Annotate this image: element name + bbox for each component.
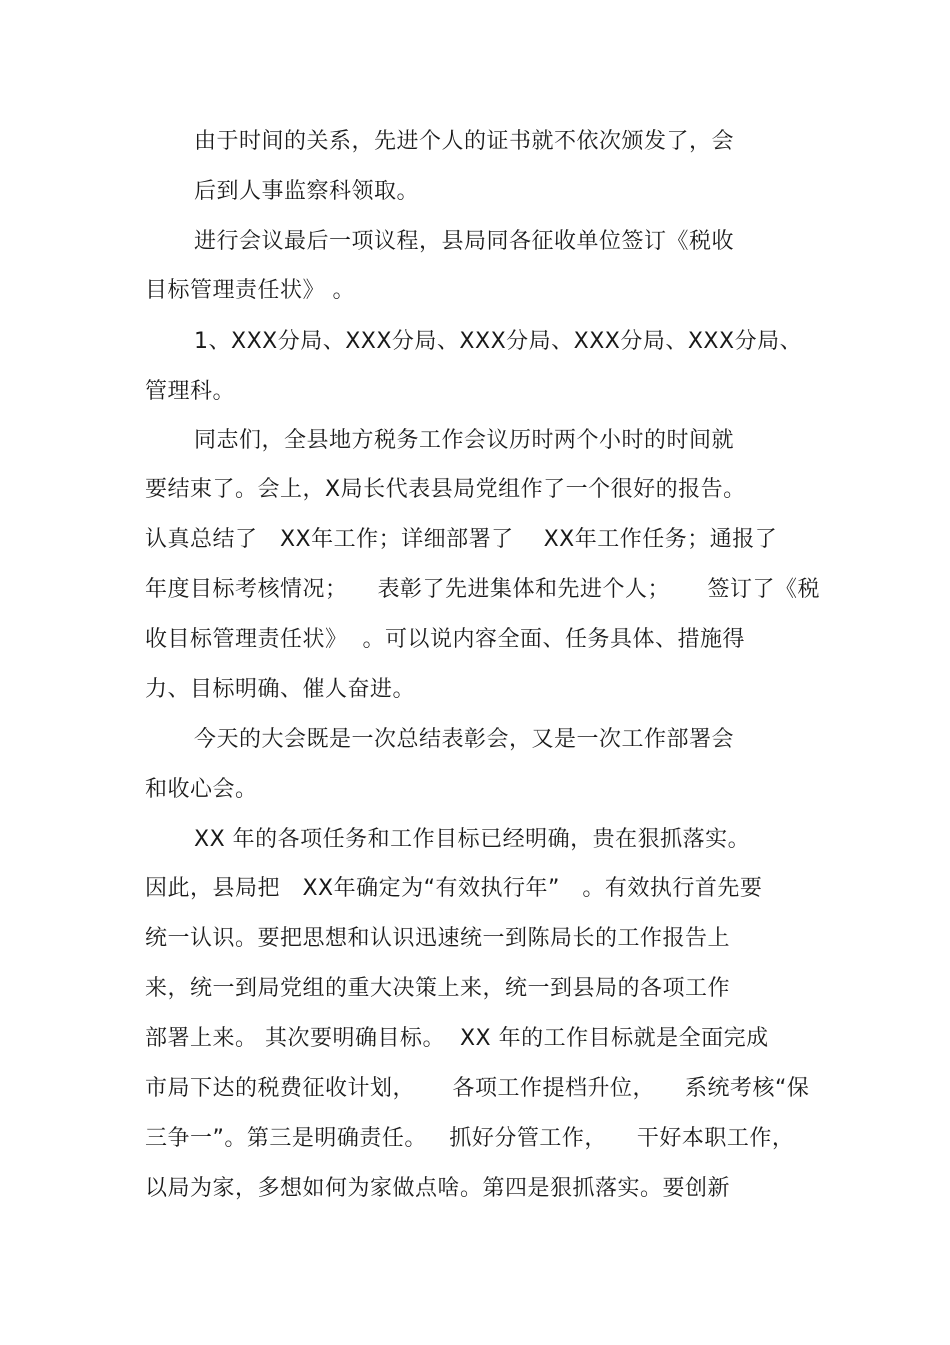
- text-line-3: 进行会议最后一项议程，县局同各征收单位签订《税收: [194, 229, 735, 254]
- text-line-2: 后到人事监察科领取。: [194, 179, 420, 204]
- text-line-6: 管理科。: [145, 379, 236, 404]
- text-line-17: 统一认识。要把思想和认识迅速统一到陈局长的工作报告上: [145, 926, 731, 951]
- text-line-18: 来，统一到局党组的重大决策上来，统一到县局的各项工作: [145, 976, 731, 1001]
- text-line-10: 年度目标考核情况； 表彰了先进集体和先进个人； 签订了《税: [145, 577, 820, 602]
- text-line-8: 要结束了。会上，X局长代表县局党组作了一个很好的报告。: [145, 477, 746, 502]
- text-line-14: 和收心会。: [145, 777, 258, 802]
- text-line-7: 同志们，全县地方税务工作会议历时两个小时的时间就: [194, 428, 735, 453]
- text-line-20: 市局下达的税费征收计划， 各项工作提档升位， 系统考核“保: [145, 1076, 810, 1101]
- text-line-9: 认真总结了 XX年工作；详细部署了 XX年工作任务；通报了: [145, 527, 778, 552]
- text-line-1: 由于时间的关系，先进个人的证书就不依次颁发了，会: [194, 129, 735, 154]
- text-line-5: 1、XXX分局、XXX分局、XXX分局、XXX分局、XXX分局、: [194, 329, 803, 354]
- text-line-11: 收目标管理责任状》 。可以说内容全面、任务具体、措施得: [145, 627, 745, 652]
- text-line-21: 三争一”。第三是明确责任。 抓好分管工作， 干好本职工作，: [145, 1126, 795, 1151]
- text-line-22: 以局为家，多想如何为家做点啥。第四是狠抓落实。要创新: [145, 1176, 731, 1201]
- text-line-4: 目标管理责任状》 。: [145, 278, 355, 303]
- text-line-16: 因此，县局把 XX年确定为“有效执行年” 。有效执行首先要: [145, 876, 763, 901]
- text-line-15: XX 年的各项任务和工作目标已经明确，贵在狠抓落实。: [194, 827, 751, 852]
- text-line-13: 今天的大会既是一次总结表彰会，又是一次工作部署会: [194, 727, 735, 752]
- text-line-19: 部署上来。 其次要明确目标。 XX 年的工作目标就是全面完成: [145, 1026, 769, 1051]
- text-line-12: 力、目标明确、催人奋进。: [145, 677, 416, 702]
